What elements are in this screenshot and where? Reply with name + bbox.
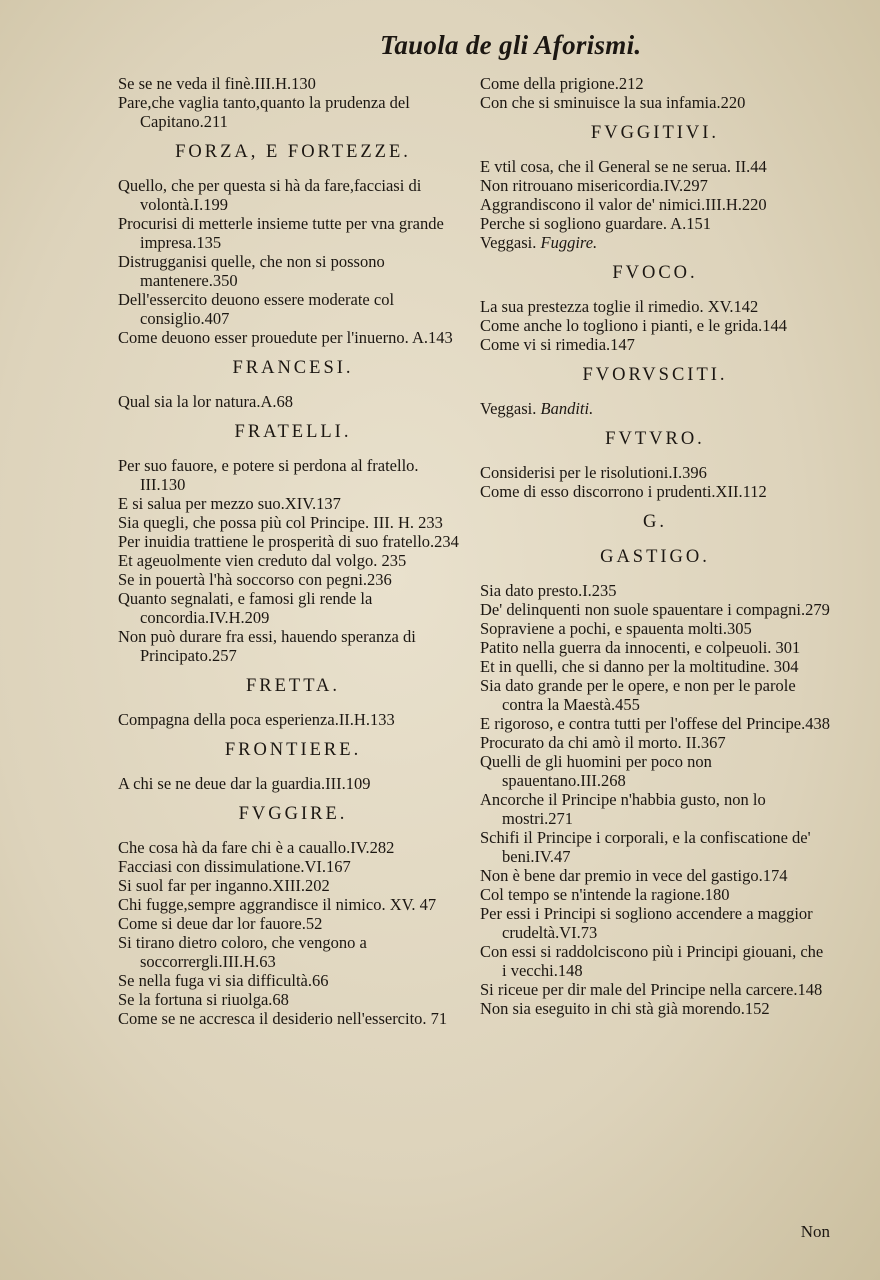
index-entry: Quelli de gli huomini per poco non spauentano.III.268 <box>480 752 712 790</box>
right-column <box>480 74 830 1018</box>
index-entry: Come vi si rimedia.147 <box>480 335 635 354</box>
index-entry: Come anche lo togliono i pianti, e le grida.144 <box>480 316 788 335</box>
index-entry: Patito nella guerra da innocenti, e colpeuoli. 301 <box>480 638 801 657</box>
index-entry: Per suo fauore, e potere si perdona al fratello. III.130 <box>118 456 419 494</box>
section-heading: FVGGITIVI. <box>590 123 720 143</box>
section-heading: FORZA, E FORTEZZE. <box>175 142 411 162</box>
index-entry: Non è bene dar premio in vece del gastigo.174 <box>480 866 788 885</box>
index-entry: A chi se ne deue dar la guardia.III.109 <box>118 774 371 793</box>
index-entry: Come si deue dar lor fauore.52 <box>118 914 323 933</box>
index-entry: Come della prigione.212 <box>480 74 644 93</box>
section-heading: GASTIGO. <box>600 547 710 567</box>
index-entry: Schifi il Principe i corporali, e la confiscatione de' beni.IV.47 <box>480 828 811 866</box>
index-entry: Dell'essercito deuono essere moderate col consiglio.407 <box>118 290 395 328</box>
index-entry: Come deuono esser prouedute per l'inuerno. A.143 <box>118 328 453 347</box>
section-heading: FVGGIRE. <box>238 804 348 824</box>
index-entry: Se nella fuga vi sia difficultà.66 <box>118 971 329 990</box>
cross-reference-label: Veggasi. <box>480 233 537 252</box>
index-entry: La sua prestezza toglie il rimedio. XV.142 <box>480 297 759 316</box>
index-entry: Se la fortuna si riuolga.68 <box>118 990 289 1009</box>
index-entry: Sia dato presto.I.235 <box>480 581 617 600</box>
index-entry: Come se ne accresca il desiderio nell'essercito. 71 <box>118 1009 448 1028</box>
section-heading: FRANCESI. <box>232 358 354 378</box>
cross-reference-entry <box>480 233 830 252</box>
index-entry: Ancorche il Principe n'habbia gusto, non lo mostri.271 <box>480 790 766 828</box>
section-heading: FVTVRO. <box>605 429 705 449</box>
section-heading: G. <box>643 512 667 532</box>
index-entry: Si tirano dietro coloro, che vengono a soccorrergli.III.H.63 <box>118 933 367 971</box>
index-entry: Con che si sminuisce la sua infamia.220 <box>480 93 746 112</box>
catchword: Non <box>800 1222 830 1241</box>
running-head: Tauola de gli Aforismi. <box>380 30 642 60</box>
cross-reference-target: Fuggire. <box>540 233 598 252</box>
index-entry: Non sia eseguito in chi stà già morendo.152 <box>480 999 770 1018</box>
cross-reference-label: Veggasi. <box>480 399 537 418</box>
index-entry: Qual sia la lor natura.A.68 <box>118 392 294 411</box>
index-entry: Et in quelli, che si danno per la moltitudine. 304 <box>480 657 799 676</box>
index-entry: Considerisi per le risolutioni.I.396 <box>480 463 707 482</box>
index-entry: Pare,che vaglia tanto,quanto la prudenza del Capitano.211 <box>118 93 410 131</box>
index-entry: Compagna della poca esperienza.II.H.133 <box>118 710 395 729</box>
index-entry: E si salua per mezzo suo.XIV.137 <box>118 494 341 513</box>
index-entry: Aggrandiscono il valor de' nimici.III.H.220 <box>480 195 767 214</box>
index-entry: Si suol far per inganno.XIII.202 <box>118 876 330 895</box>
index-entry: Sia quegli, che possa più col Principe. III. H. 233 <box>118 513 443 532</box>
index-entry: Sia dato grande per le opere, e non per le parole contra la Maestà.455 <box>480 676 796 714</box>
index-entry: Chi fugge,sempre aggrandisce il nimico. XV. 47 <box>118 895 437 914</box>
index-entry: Come di esso discorrono i prudenti.XII.112 <box>480 482 767 501</box>
index-entry: E rigoroso, e contra tutti per l'offese del Principe.438 <box>480 714 830 733</box>
index-entry: Sopraviene a pochi, e spauenta molti.305 <box>480 619 752 638</box>
index-entry: Et ageuolmente vien creduto dal volgo. 235 <box>118 551 407 570</box>
cross-reference-entry <box>480 399 830 418</box>
index-entry: Non può durare fra essi, hauendo speranza di Principato.257 <box>118 627 416 665</box>
index-entry: Si riceue per dir male del Principe nella carcere.148 <box>480 980 823 999</box>
index-entry: Procurisi di metterle insieme tutte per vna grande impresa.135 <box>118 214 444 252</box>
index-entry: Per inuidia trattiene le prosperità di suo fratello.234 <box>118 532 459 551</box>
section-heading: FRATELLI. <box>234 422 352 442</box>
index-entry: De' delinquenti non suole spauentare i compagni.279 <box>480 600 830 619</box>
index-entry: Per essi i Principi si sogliono accendere a maggior crudeltà.VI.73 <box>480 904 813 942</box>
index-entry: Perche si sogliono guardare. A.151 <box>480 214 711 233</box>
index-entry: Non ritrouano misericordia.IV.297 <box>480 176 708 195</box>
index-entry: Che cosa hà da fare chi è a cauallo.IV.282 <box>118 838 395 857</box>
index-entry: Col tempo se n'intende la ragione.180 <box>480 885 730 904</box>
index-entry: Facciasi con dissimulatione.VI.167 <box>118 857 351 876</box>
index-entry: Quanto segnalati, e famosi gli rende la concordia.IV.H.209 <box>118 589 373 627</box>
index-entry: Procurato da chi amò il morto. II.367 <box>480 733 726 752</box>
cross-reference-target: Banditi. <box>540 399 594 418</box>
index-entry: E vtil cosa, che il General se ne serua. II.44 <box>480 157 767 176</box>
section-heading: FVOCO. <box>612 263 698 283</box>
index-entry: Quello, che per questa si hà da fare,facciasi di volontà.I.199 <box>118 176 422 214</box>
index-entry: Con essi si raddolciscono più i Principi giouani, che i vecchi.148 <box>480 942 824 980</box>
index-entry: Distrugganisi quelle, che non si possono mantenere.350 <box>118 252 385 290</box>
section-heading: FRONTIERE. <box>224 740 362 760</box>
left-column <box>118 74 468 1028</box>
section-heading: FVORVSCITI. <box>582 365 728 385</box>
index-entry: Se se ne veda il finè.III.H.130 <box>118 74 316 93</box>
index-entry: Se in pouertà l'hà soccorso con pegni.236 <box>118 570 392 589</box>
section-heading: FRETTA. <box>245 676 341 696</box>
